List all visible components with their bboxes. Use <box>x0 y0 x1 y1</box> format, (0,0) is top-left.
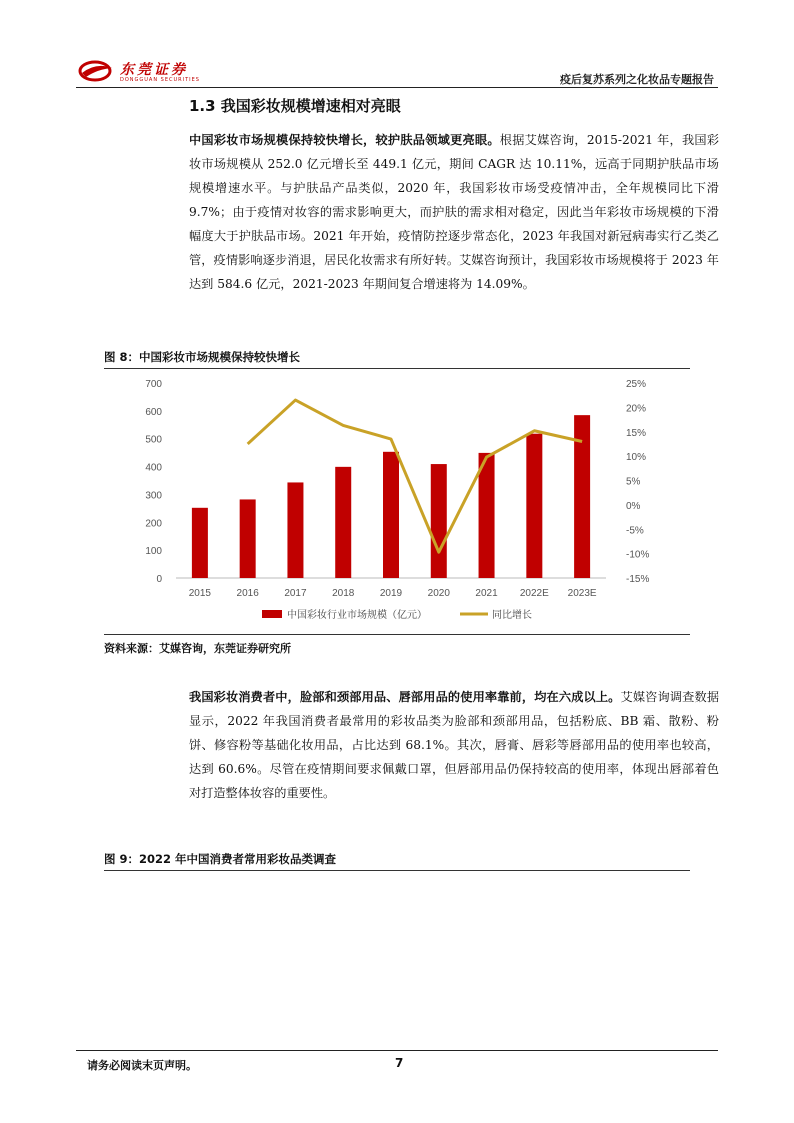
legend-bar-swatch <box>262 610 282 618</box>
figure-9-title: 图 9：2022 年中国消费者常用彩妆品类调查 <box>104 852 337 866</box>
y-left-tick-label: 700 <box>145 379 162 390</box>
x-tick-label: 2020 <box>427 588 450 599</box>
y-left-tick-label: 600 <box>145 406 162 418</box>
y-right-tick-label: 25% <box>626 379 647 390</box>
section-title: 1.3 我国彩妆规模增速相对亮眼 <box>189 97 401 115</box>
figure-8-bottom-rule <box>104 634 690 635</box>
bar <box>479 453 495 578</box>
figure-8-top-rule <box>104 368 690 369</box>
y-right-tick-label: 15% <box>626 427 647 439</box>
y-right-tick-label: -5% <box>626 525 644 537</box>
x-tick-label: 2017 <box>284 588 307 599</box>
x-tick-label: 2021 <box>475 588 498 599</box>
y-left-tick-label: 200 <box>145 518 162 530</box>
y-right-tick-label: -15% <box>626 574 650 585</box>
logo-text: 东莞证券 <box>120 62 188 78</box>
legend-line-label: 同比增长 <box>492 610 532 621</box>
figure-9-top-rule <box>104 870 690 871</box>
x-tick-label: 2015 <box>188 588 212 599</box>
bar <box>526 434 542 578</box>
y-right-tick-label: 5% <box>626 476 641 488</box>
x-tick-label: 2023E <box>567 588 597 599</box>
footer-divider <box>76 1050 718 1051</box>
y-right-tick-label: 10% <box>626 452 647 464</box>
y-left-tick-label: 400 <box>145 462 162 474</box>
report-title: 疫后复苏系列之化妆品专题报告 <box>560 73 714 86</box>
page-number: 7 <box>395 1056 404 1070</box>
paragraph-lead: 中国彩妆市场规模保持较快增长，较护肤品领域更亮眼。 <box>189 133 500 147</box>
bar <box>287 482 303 578</box>
figure-8-title: 图 8：中国彩妆市场规模保持较快增长 <box>104 350 301 364</box>
cosmetics-market-chart <box>104 373 690 633</box>
legend-bar-label: 中国彩妆行业市场规模（亿元） <box>287 610 427 621</box>
y-right-tick-label: 20% <box>626 403 647 415</box>
x-tick-label: 2019 <box>379 588 403 599</box>
paragraph-body: 艾媒咨询调查数据显示，2022 年我国消费者最常用的彩妆品类为脸部和颈部用品，包括粉底、BB 霜、散粉、粉饼、修容粉等基础化妆用品，占比达到 68.1%。其次，唇膏、唇彩等唇部用品的使用率也较高，达到 60.6%。尽管在疫情期间要求佩戴口罩，但唇部用品仍保持较高的使用率，体现出唇部着色对打造整体妆容的重要性。 <box>189 690 720 800</box>
y-right-tick-label: 0% <box>626 500 641 512</box>
header-divider <box>76 87 718 88</box>
bar <box>431 464 447 578</box>
y-left-tick-label: 500 <box>145 434 162 446</box>
paragraph-market-size <box>189 128 719 296</box>
paragraph-lead: 我国彩妆消费者中，脸部和颈部用品、唇部用品的使用率靠前，均在六成以上。 <box>189 690 621 704</box>
figure-8-source: 资料来源：艾媒咨询，东莞证券研究所 <box>104 642 291 655</box>
bar <box>335 467 351 578</box>
x-tick-label: 2018 <box>332 588 355 599</box>
x-tick-label: 2016 <box>236 588 259 599</box>
y-left-tick-label: 300 <box>145 490 162 502</box>
bar <box>383 452 399 578</box>
bar <box>192 508 208 578</box>
paragraph-body: 根据艾媒咨询，2015-2021 年，我国彩妆市场规模从 252.0 亿元增长至 449.1 亿元，期间 CAGR 达 10.11%，远高于同期护肤品市场规模增速水平。与护肤品产品类似，2020 年，我国彩妆市场受疫情冲击，全年规模同比下滑 9.7%；由于疫情对妆容的需求影响更大，而护肤的需求相对稳定，因此当年彩妆市场规模的下滑幅度大于护肤品市场。2021 年开始，疫情防控逐步常态化，2023 年我国对新冠病毒实行乙类乙管，疫情影响逐步消退，居民化妆需求有所好转。艾媒咨询预计，我国彩妆市场规模将于 2023 年达到 584.6 亿元，2021-2023 年期间复合增速将为 14.09%。 <box>189 133 720 291</box>
company-logo <box>78 58 218 86</box>
bar <box>240 499 256 578</box>
y-left-tick-label: 100 <box>145 546 162 558</box>
footer-disclaimer: 请务必阅读末页声明。 <box>87 1059 197 1072</box>
x-tick-label: 2022E <box>519 588 549 599</box>
logo-mark-icon <box>78 58 118 84</box>
y-right-tick-label: -10% <box>626 549 650 561</box>
logo-subtext: DONGGUAN SECURITIES <box>120 77 200 83</box>
y-left-tick-label: 0 <box>156 574 162 585</box>
paragraph-consumer-survey <box>189 685 719 805</box>
page-header <box>76 54 718 88</box>
